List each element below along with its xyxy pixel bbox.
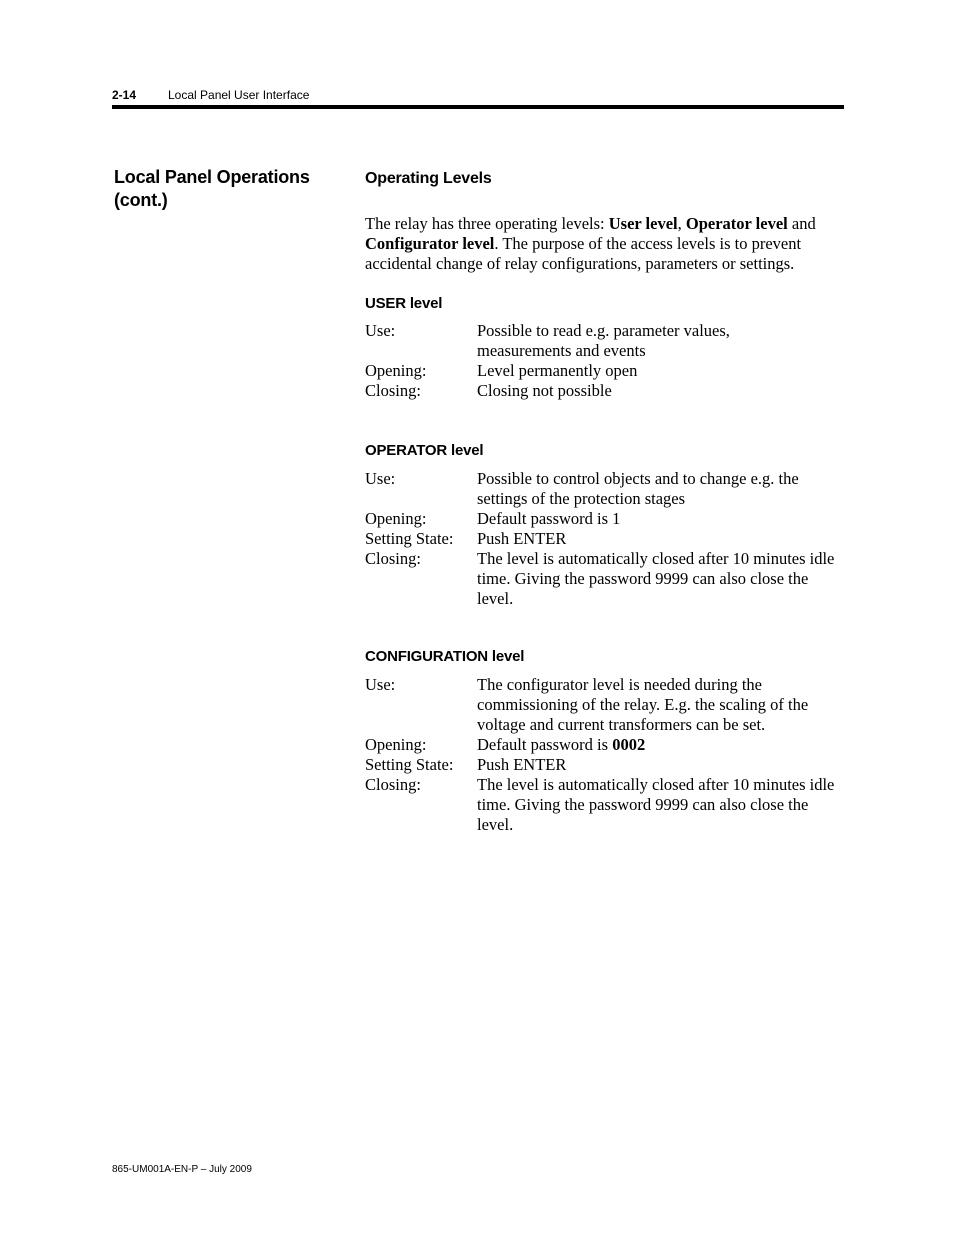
row-value: Default password is 1 xyxy=(477,509,621,528)
footer-doc-id: 865-UM001A-EN-P – July 2009 xyxy=(112,1164,252,1175)
row-value-text: Default password is xyxy=(477,735,613,754)
row-label: Opening: xyxy=(365,509,427,528)
row-value: Level permanently open xyxy=(477,361,638,380)
row-label: Closing: xyxy=(365,549,421,568)
intro-text-2: , xyxy=(677,214,686,233)
configuration-level-heading: CONFIGURATION level xyxy=(365,648,525,665)
intro-text-4: . The purpose of the access levels is to prevent accidental change of relay configurations, parameters or settings. xyxy=(365,234,802,273)
row-label: Closing: xyxy=(365,775,421,794)
intro-text-3: and xyxy=(787,214,816,233)
page-number: 2-14 xyxy=(112,88,137,102)
intro-paragraph xyxy=(365,214,835,274)
row-label: Use: xyxy=(365,675,396,694)
main-content xyxy=(365,169,835,835)
operator-level-row-closing xyxy=(365,549,835,609)
operator-level-row-setting-state xyxy=(365,529,835,549)
running-title: Local Panel User Interface xyxy=(168,88,310,102)
row-label: Closing: xyxy=(365,381,421,400)
intro-text-1: The relay has three operating levels: xyxy=(365,214,609,233)
user-level-heading: USER level xyxy=(365,295,443,312)
side-heading-line1: Local Panel Operations xyxy=(114,167,310,187)
row-value: Push ENTER xyxy=(477,755,567,774)
configuration-level-row-opening xyxy=(365,735,835,755)
operator-level-table xyxy=(365,469,835,609)
row-label: Opening: xyxy=(365,735,427,754)
row-value: The configurator level is needed during the commissioning of the relay. E.g. the scaling of the voltage and current transformers can be set. xyxy=(477,675,809,734)
configuration-level-table xyxy=(365,675,835,835)
row-label: Setting State: xyxy=(365,529,454,548)
intro-configurator-level: Configurator level xyxy=(365,234,495,253)
user-level-table xyxy=(365,321,835,401)
row-value: Possible to control objects and to change e.g. the settings of the protection stages xyxy=(477,469,799,508)
row-value: Possible to read e.g. parameter values, measurements and events xyxy=(477,321,730,360)
configuration-level-row-closing xyxy=(365,775,835,835)
user-level-row-closing xyxy=(365,381,835,401)
user-level-row-opening xyxy=(365,361,835,381)
row-value: Push ENTER xyxy=(477,529,567,548)
intro-user-level: User level xyxy=(608,214,678,233)
header-rule xyxy=(112,105,844,109)
operator-level-heading: OPERATOR level xyxy=(365,442,484,459)
configuration-level-row-use xyxy=(365,675,835,735)
row-label: Use: xyxy=(365,469,396,488)
user-level-row-use xyxy=(365,321,835,361)
row-label: Opening: xyxy=(365,361,427,380)
row-value: Closing not possible xyxy=(477,381,612,400)
row-value: The level is automatically closed after 10 minutes idle time. Giving the password 9999 can also close the level. xyxy=(477,549,835,608)
section-title: Operating Levels xyxy=(365,170,492,187)
row-value xyxy=(477,735,835,755)
operator-level-row-use xyxy=(365,469,835,509)
intro-operator-level: Operator level xyxy=(685,214,788,233)
row-value: The level is automatically closed after 10 minutes idle time. Giving the password 9999 can also close the level. xyxy=(477,775,835,834)
side-heading xyxy=(114,166,344,212)
configuration-level-row-setting-state xyxy=(365,755,835,775)
side-heading-line2: (cont.) xyxy=(114,190,168,210)
row-label: Use: xyxy=(365,321,396,340)
operator-level-row-opening xyxy=(365,509,835,529)
row-label: Setting State: xyxy=(365,755,454,774)
default-password: 0002 xyxy=(612,735,646,754)
